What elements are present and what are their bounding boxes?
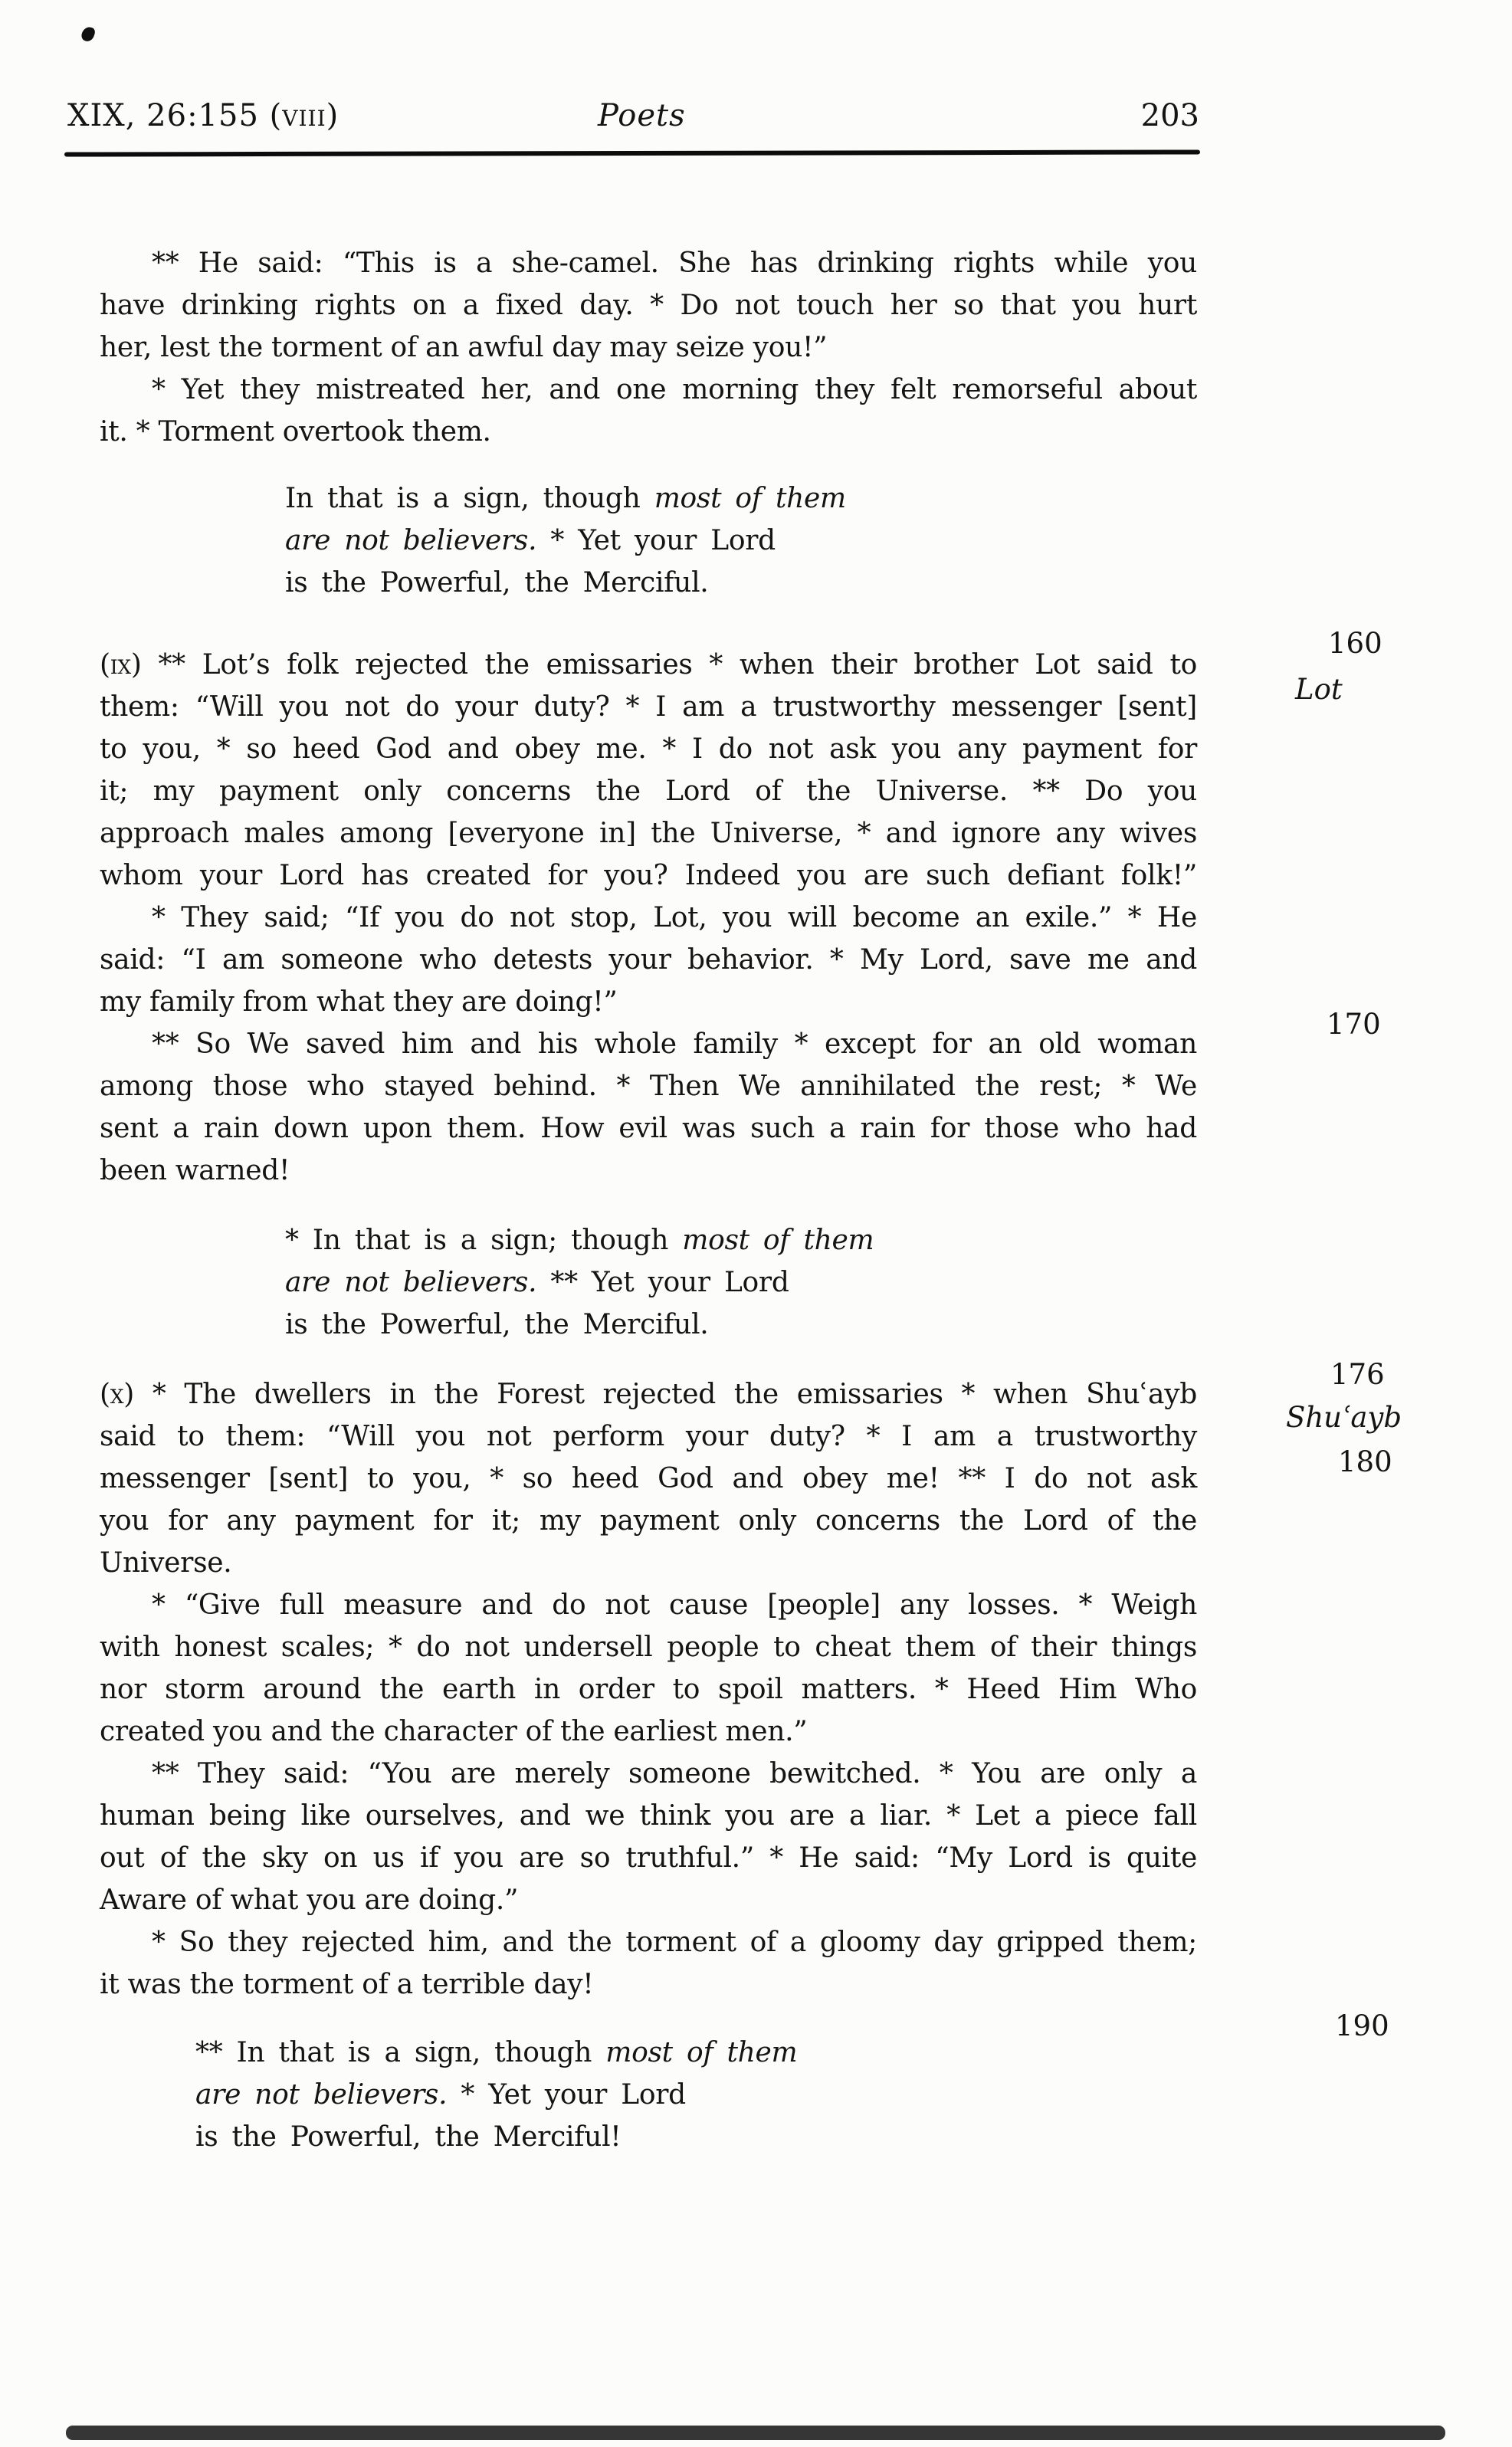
section-x-forest <box>100 1373 1197 1584</box>
text-line <box>100 1795 1197 1837</box>
text-segment: out of the sky on us if you are so truthful.” * He said: “My Lord is quite <box>100 1842 1197 1874</box>
text-line <box>195 2032 1197 2074</box>
margin-verse-170: 170 <box>1327 1008 1381 1041</box>
margin-name-shuayb: Shuʿayb <box>1286 1401 1402 1434</box>
text-segment: nor storm around the earth in order to spoil matters. * Heed Him Who <box>100 1674 1197 1705</box>
text-line <box>100 1373 1197 1415</box>
text-segment: * Yet your Lord <box>536 525 776 556</box>
text-line <box>285 520 1197 562</box>
header-rule <box>64 149 1200 156</box>
text-segment: most of them <box>682 1225 874 1256</box>
scan-edge-shadow <box>66 2426 1445 2440</box>
refrain-2 <box>285 1219 1197 1346</box>
text-segment: have drinking rights on a fixed day. * Do not touch her so that you hurt <box>100 290 1197 321</box>
text-segment: messenger [sent] to you, * so heed God and obey me! ** I do not ask <box>100 1463 1197 1494</box>
paragraph-mistreated <box>100 369 1197 453</box>
header-running-title: Poets <box>598 98 686 133</box>
text-segment: most of them <box>605 2037 798 2068</box>
text-segment: ** Lot’s folk rejected the emissaries * when their brother Lot said to <box>141 649 1197 681</box>
text-line <box>100 1584 1197 1626</box>
text-line <box>100 812 1197 854</box>
text-segment: it. * Torment overtook them. <box>100 416 491 448</box>
header-page-number: 203 <box>1140 98 1199 133</box>
text-line <box>100 1458 1197 1500</box>
text-line <box>100 644 1197 686</box>
text-line <box>100 728 1197 770</box>
text-line <box>100 1921 1197 1963</box>
text-segment: human being like ourselves, and we think you are a liar. * Let a piece fall <box>100 1800 1197 1832</box>
text-segment: are not believers. <box>195 2079 448 2111</box>
text-segment: ** They said: “You are merely someone bewitched. * You are only a <box>152 1758 1197 1789</box>
text-segment: whom your Lord has created for you? Indeed you are such defiant folk!” <box>100 860 1197 891</box>
text-line <box>100 1023 1197 1065</box>
text-segment: ** He said: “This is a she-camel. She has drinking rights while you <box>152 248 1197 279</box>
text-segment: * So they rejected him, and the torment of a gloomy day gripped them; <box>152 1927 1197 1958</box>
text-segment: to you, * so heed God and obey me. * I do not ask you any payment for <box>100 733 1197 765</box>
text-line <box>195 2116 1197 2158</box>
paragraph-saved <box>100 1023 1197 1192</box>
text-segment: * Yet they mistreated her, and one morning they felt remorseful about <box>152 374 1197 405</box>
paragraph-exile <box>100 897 1197 1023</box>
text-segment: you for any payment for it; my payment only concerns the Lord of the <box>100 1505 1197 1537</box>
text-line <box>100 1753 1197 1795</box>
text-line <box>100 284 1197 326</box>
text-line <box>100 1837 1197 1879</box>
text-segment: it was the torment of a terrible day! <box>100 1969 594 2000</box>
text-line <box>285 1261 1197 1304</box>
text-segment: * Yet your Lord <box>447 2079 686 2111</box>
text-line <box>285 1219 1197 1261</box>
margin-verse-160: 160 <box>1328 627 1382 660</box>
text-line <box>100 369 1197 411</box>
text-line <box>100 1542 1197 1584</box>
paragraph-full-measure <box>100 1584 1197 1753</box>
text-line <box>100 1711 1197 1753</box>
text-line <box>100 1879 1197 1921</box>
text-line <box>100 1415 1197 1458</box>
text-line <box>100 1065 1197 1107</box>
text-segment: sent a rain down upon them. How evil was such a rain for those who had <box>100 1113 1197 1144</box>
text-line <box>100 1668 1197 1711</box>
text-segment: Aware of what you are doing.” <box>100 1884 519 1916</box>
text-line <box>100 1107 1197 1150</box>
margin-name-lot: Lot <box>1295 673 1343 706</box>
text-segment: * “Give full measure and do not cause [people] any losses. * Weigh <box>152 1589 1197 1621</box>
text-line <box>100 411 1197 453</box>
text-segment: are not believers. <box>285 525 537 556</box>
refrain-1 <box>285 477 1197 604</box>
text-line <box>100 1500 1197 1542</box>
text-segment: created you and the character of the earliest men.” <box>100 1716 808 1747</box>
text-line <box>285 1304 1197 1346</box>
text-line <box>100 897 1197 939</box>
paragraph-bewitched <box>100 1753 1197 1921</box>
text-segment: said: “I am someone who detests your behavior. * My Lord, save me and <box>100 944 1197 976</box>
text-line <box>100 1626 1197 1668</box>
text-line <box>285 477 1197 520</box>
text-segment: with honest scales; * do not undersell people to cheat them of their things <box>100 1632 1197 1663</box>
text-line <box>100 1150 1197 1192</box>
text-segment: is the Powerful, the Merciful! <box>195 2121 622 2153</box>
text-segment: been warned! <box>100 1155 290 1186</box>
text-segment: it; my payment only concerns the Lord of the Universe. ** Do you <box>100 776 1197 807</box>
text-segment: (x) <box>100 1379 134 1410</box>
text-line <box>100 770 1197 812</box>
text-segment: is the Powerful, the Merciful. <box>285 1309 709 1340</box>
text-line <box>285 562 1197 604</box>
text-segment: (ix) <box>100 649 142 681</box>
text-segment: ** Yet your Lord <box>536 1267 789 1298</box>
text-segment: approach males among [everyone in] the Universe, * and ignore any wives <box>100 818 1197 849</box>
text-line <box>100 686 1197 728</box>
text-segment: are not believers. <box>285 1267 537 1298</box>
refrain-3 <box>195 2032 1197 2158</box>
text-segment: In that is a sign, though <box>285 483 654 514</box>
text-segment: ** So We saved him and his whole family * except for an old woman <box>152 1028 1197 1060</box>
section-ix-lot <box>100 644 1197 897</box>
paragraph-she-camel <box>100 242 1197 369</box>
text-segment: Universe. <box>100 1547 232 1579</box>
text-segment: ** In that is a sign, though <box>195 2037 606 2068</box>
header-chapter-ref: XIX, 26:155 (viii) <box>67 98 339 133</box>
text-line <box>100 981 1197 1023</box>
text-column <box>100 242 1197 2158</box>
text-line <box>195 2074 1197 2116</box>
text-segment: among those who stayed behind. * Then We annihilated the rest; * We <box>100 1071 1197 1102</box>
text-segment: my family from what they are doing!” <box>100 986 618 1018</box>
text-segment: her, lest the torment of an awful day may seize you!” <box>100 332 828 363</box>
ink-smudge <box>80 25 96 43</box>
text-segment: most of them <box>654 483 846 514</box>
text-line <box>100 326 1197 369</box>
margin-verse-190: 190 <box>1335 2009 1389 2042</box>
text-segment: * In that is a sign; though <box>285 1225 683 1256</box>
text-line <box>100 939 1197 981</box>
paragraph-gloomy-day <box>100 1921 1197 2006</box>
text-line <box>100 242 1197 284</box>
text-line <box>100 1963 1197 2006</box>
text-segment: is the Powerful, the Merciful. <box>285 567 709 599</box>
text-segment: said to them: “Will you not perform your duty? * I am a trustworthy <box>100 1421 1197 1452</box>
text-segment: * The dwellers in the Forest rejected the emissaries * when Shuʿayb <box>134 1379 1197 1410</box>
margin-verse-176: 176 <box>1330 1358 1385 1391</box>
margin-verse-180: 180 <box>1338 1445 1392 1478</box>
text-line <box>100 854 1197 897</box>
text-segment: * They said; “If you do not stop, Lot, you will become an exile.” * He <box>152 902 1197 933</box>
text-segment: them: “Will you not do your duty? * I am a trustworthy messenger [sent] <box>100 691 1197 723</box>
